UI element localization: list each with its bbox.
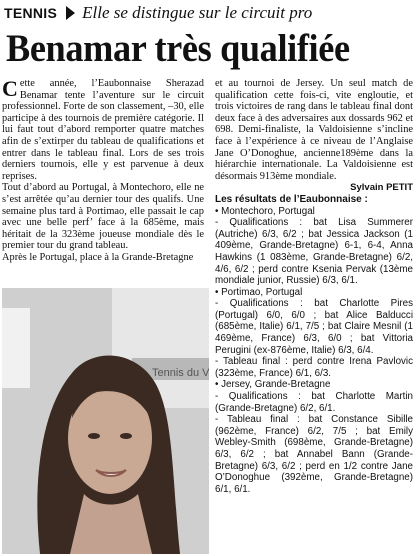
results-line: - Tableau final : perd contre Irena Pavlovic (323ème, France) 6/1, 6/3. <box>215 356 413 379</box>
banner-text: Tennis du V <box>152 367 209 379</box>
section-label: TENNIS <box>4 5 58 21</box>
article-paragraph-3: et au tournoi de Jersey. Un seul match de qualification cette fois-ci, vite engloutie, et trois victoires de rang dans le tableau final dont deux face à des adversaires aux dossards 962 et 698. Demi-finaliste, la Valdoisienne s’incline face à l’expérience à ce niveau de l’Anglaise Jane O’Donoghue, ancienne189ème dans la hiérarchie internationale. La Valdoisienne est désormais 913ème mondiale. <box>215 78 413 182</box>
article-column-left <box>2 78 204 264</box>
author-signature: Sylvain PETIT <box>350 182 413 194</box>
kicker <box>4 2 312 24</box>
article-column-right <box>215 78 413 495</box>
results-venue-montechoro: • Montechoro, Portugal <box>215 205 315 217</box>
results-line: - Tableau final : bat Constance Sibille (962ème, France) 6/2, 7/5 ; bat Emily Webley-Smith (698ème, Grande-Bretagne) 6/3, 6/2 ; bat Annabel Bann (Grande-Bretagne) 6/3, 6/2 ; perd en 1/2 contre Jane O’Donoghue (392ème, Grande-Bretagne) 6/1, 6/1. <box>215 414 413 495</box>
page-title: Benamar très qualifiée <box>6 27 350 70</box>
deck-headline: Elle se distingue sur le circuit pro <box>82 3 313 22</box>
results-line: - Qualifications : bat Charlotte Martin (Grande-Bretagne) 6/2, 6/1. <box>215 391 413 414</box>
article-paragraph-1 <box>2 78 204 182</box>
results-venue-jersey: • Jersey, Grande-Bretagne <box>215 379 331 391</box>
results-line: - Qualifications : bat Charlotte Pires (Portugal) 6/0, 6/0 ; bat Alice Balducci (685ème, Italie) 6/1, 7/5 ; bat Claire Mesnil (1 469ème, France) 6/3, 6/0 ; bat Vittoria Perugini (ex-876ème, Italie) 6/3, 6/4. <box>215 298 413 356</box>
player-portrait-icon <box>2 288 209 554</box>
paragraph-text: ette année, l’Eaubonnaise Sherazad Benamar tente l’aventure sur le circuit professionnel. Forte de son classement, –30, elle participe à des tournois de première catégorie. Il lui faut tout d’abord remporter quatre matches afin de s’extirper du tableau de qualifications et entrer dans le tableau final. Lors de ses trois derniers tournois, elle y est parvenue à deux reprises. <box>2 78 204 182</box>
article-paragraph-2: Tout d’abord au Portugal, à Montechoro, elle ne s’est arrêtée qu’au dernier tour des qualifs. Une semaine plus tard à Portimao, elle passait le cap avec une belle perf’ face à la 685ème, mais héritait de la 323ème joueuse mondiale dès le premier tour du grand tableau. <box>2 182 204 252</box>
player-photo <box>2 288 209 554</box>
results-venue-portimao: • Portimao, Portugal <box>215 286 303 298</box>
arrow-right-icon <box>66 6 75 20</box>
results-heading: Les résultats de l’Eaubonnaise : <box>215 193 368 205</box>
results-line: - Qualifications : bat Lisa Summerer (Autriche) 6/3, 6/2 ; bat Jessica Jackson (1 409ème, Grande-Bretagne) 6-1, 6-4, Anna Hawkins (1 083ème, Grande-Bretagne) 6/2, 4/6, 6/2 ; perd contre Ksenia Pervak (13ème mondiale junior, Russie) 6/3, 6/1. <box>215 217 413 287</box>
drop-cap: C <box>2 76 18 101</box>
article-paragraph-3-start: Après le Portugal, place à la Grande-Bretagne <box>2 251 194 263</box>
